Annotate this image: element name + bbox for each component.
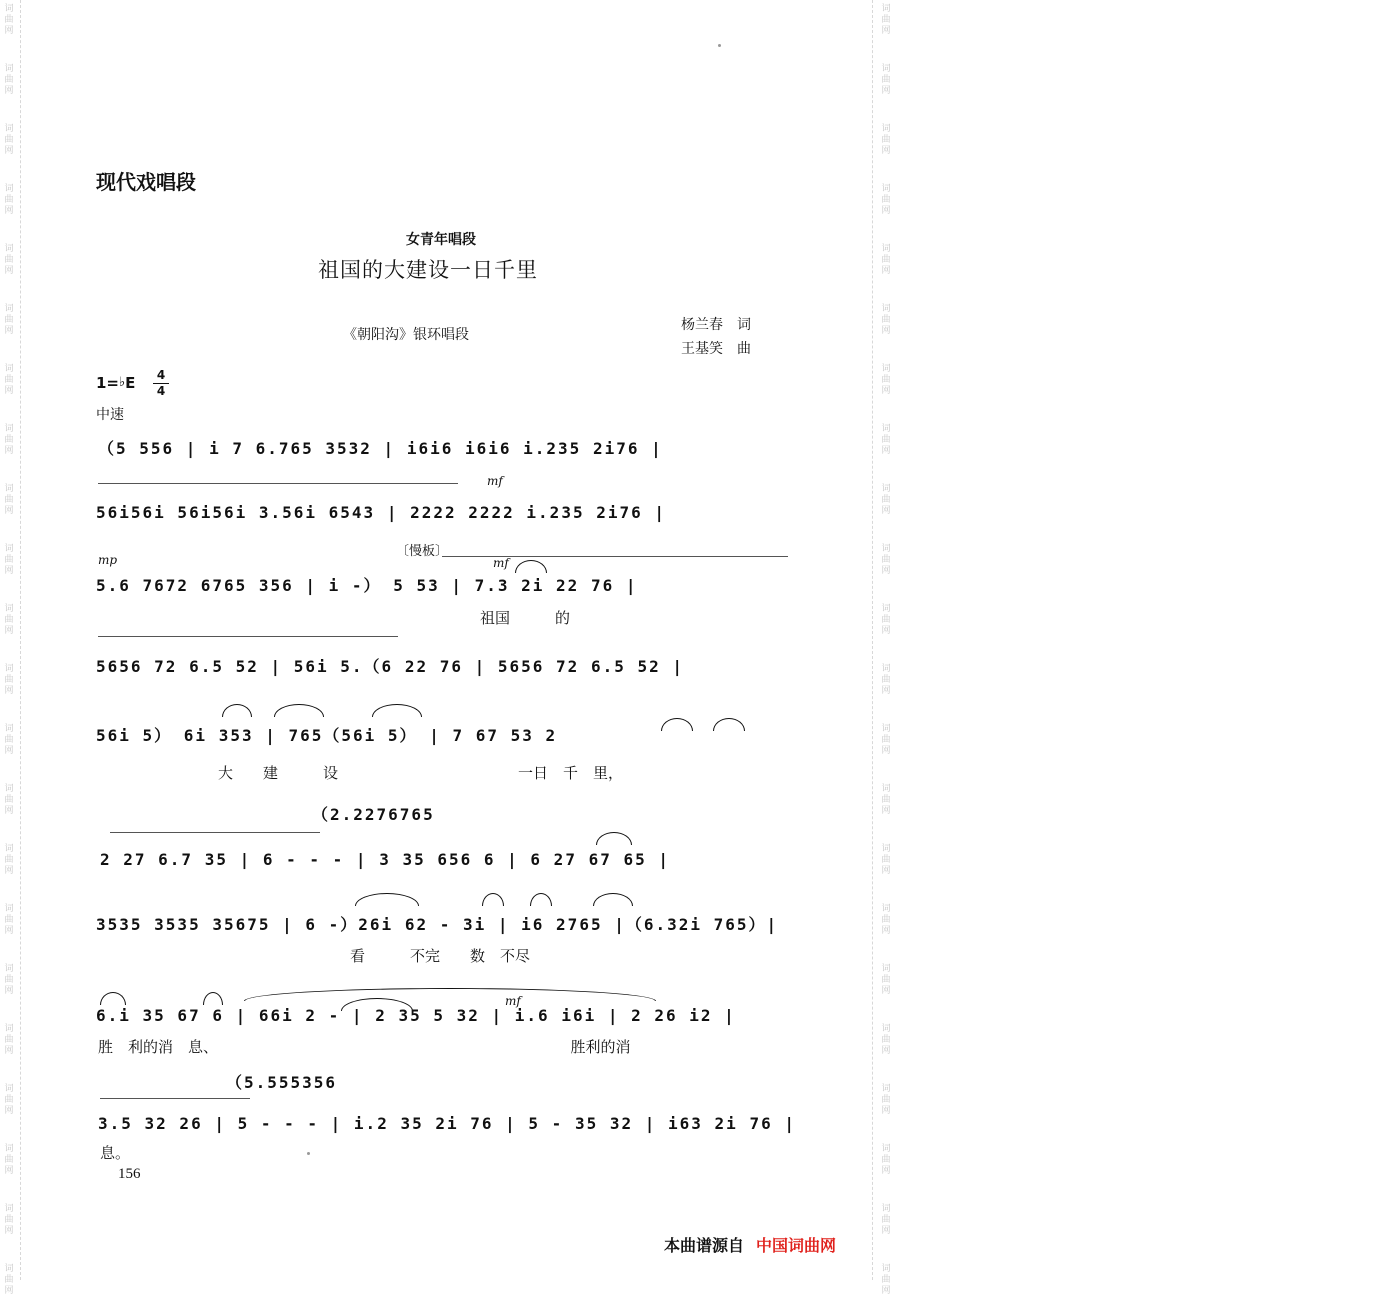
score-line-7: 3535 3535 35675 | 6 -）26i 62 - 3i | i6 2765 |（6.32i 765）|	[96, 915, 779, 934]
slur	[530, 893, 552, 906]
watermark-text: 词曲网	[881, 544, 891, 576]
watermark-text: 词曲网	[881, 184, 891, 216]
watermark-text: 词曲网	[4, 604, 14, 636]
score-line-8: 6.i 35 67 6 | 66i 2 - | 2 35 5 32 | i.6 i6i | 2 26 i2 |	[96, 1006, 736, 1025]
lyric-line-8: 胜 利的消 息、 胜利的消	[98, 1038, 631, 1056]
watermark-text: 词曲网	[881, 424, 891, 456]
watermark-text: 词曲网	[4, 484, 14, 516]
slur	[515, 560, 547, 573]
slur	[593, 893, 633, 906]
phrase-line	[110, 832, 320, 833]
key-note: E	[125, 374, 136, 392]
slur	[596, 832, 632, 845]
watermark-text: 词曲网	[881, 1204, 891, 1236]
source-note: 《朝阳沟》银环唱段	[343, 327, 469, 343]
slur	[355, 893, 419, 906]
watermark-text: 词曲网	[4, 244, 14, 276]
watermark-text: 词曲网	[4, 364, 14, 396]
score-line-6: 2 27 6.7 35 | 6 - - - | 3 35 656 6 | 6 27 67 65 |	[100, 850, 671, 869]
footer-site-link[interactable]: 中国词曲网	[756, 1236, 837, 1255]
watermark-text: 词曲网	[4, 124, 14, 156]
lyric-line-7: 看 不完 数 不尽	[350, 947, 531, 965]
watermark-text: 词曲网	[881, 1024, 891, 1056]
score-line-3: 5.6 7672 6765 356 | i -） 5 53 | 7.3 2i 22 76 |	[96, 576, 638, 595]
watermark-text: 词曲网	[4, 64, 14, 96]
watermark-text: 词曲网	[4, 904, 14, 936]
watermark-text: 词曲网	[4, 844, 14, 876]
slur	[100, 992, 126, 1005]
watermark-text: 词曲网	[881, 844, 891, 876]
lyric-line-5: 大 建 设 一日 千 里，	[218, 764, 624, 782]
watermark-text: 词曲网	[881, 304, 891, 336]
phrase-line	[442, 556, 788, 557]
watermark-text: 词曲网	[881, 1264, 891, 1296]
score-line-4: 5656 72 6.5 52 | 56i 5.（6 22 76 | 5656 72 6.5 52 |	[96, 657, 685, 676]
score-line-9-above: （5.555356	[226, 1073, 338, 1092]
watermark-text: 词曲网	[4, 544, 14, 576]
slur	[222, 704, 252, 717]
score-line-5: 56i 5） 6i 353 | 765（56i 5） | 7 67 53 2	[96, 726, 558, 745]
watermark-text: 词曲网	[4, 1144, 14, 1176]
hairpin	[98, 483, 458, 484]
key-prefix: 1=	[96, 374, 120, 392]
watermark-text: 词曲网	[881, 4, 891, 36]
page-number: 156	[118, 1166, 141, 1182]
dynamic-mf: mf	[493, 556, 509, 570]
slur	[372, 704, 422, 717]
footer-text: 本曲谱源自	[664, 1236, 745, 1255]
watermark-text: 词曲网	[4, 304, 14, 336]
score-line-9: 3.5 32 26 | 5 - - - | i.2 35 2i 76 | 5 - 35 32 | i63 2i 76 |	[98, 1114, 796, 1133]
watermark-text: 词曲网	[881, 904, 891, 936]
watermark-text: 词曲网	[4, 664, 14, 696]
watermark-text: 词曲网	[881, 364, 891, 396]
lyric-line-3: 祖国 的	[480, 609, 571, 627]
score-line-1: （5 556 | i 7 6.765 3532 | i6i6 i6i6 i.235 2i76 |	[98, 439, 663, 458]
watermark-text: 词曲网	[4, 1024, 14, 1056]
tempo-marking: 中速	[96, 407, 124, 423]
lyricist-credit: 杨兰春 词	[681, 317, 751, 333]
watermark-text: 词曲网	[881, 1144, 891, 1176]
slur	[274, 704, 324, 717]
watermark-text: 词曲网	[4, 424, 14, 456]
speck	[307, 1152, 310, 1155]
watermark-text: 词曲网	[881, 124, 891, 156]
tempo-change: 〔慢板〕	[396, 544, 449, 559]
watermark-text: 词曲网	[4, 724, 14, 756]
meter-top: 4	[153, 368, 169, 384]
flat-sign: ♭	[119, 375, 126, 390]
watermark-text: 词曲网	[881, 244, 891, 276]
watermark-text: 词曲网	[4, 184, 14, 216]
watermark-text: 词曲网	[881, 1084, 891, 1116]
section-heading: 现代戏唱段	[96, 170, 196, 194]
watermark-text: 词曲网	[881, 724, 891, 756]
subtitle: 女青年唱段	[406, 232, 476, 248]
dynamic-mp: mp	[98, 553, 118, 567]
watermark-text: 词曲网	[4, 1084, 14, 1116]
watermark-text: 词曲网	[881, 604, 891, 636]
dynamic-mf: mf	[505, 994, 521, 1008]
slur	[244, 988, 656, 1001]
watermark-text: 词曲网	[4, 1264, 14, 1296]
watermark-text: 词曲网	[4, 1204, 14, 1236]
phrase-line	[98, 636, 398, 637]
score-line-2: 56i56i 56i56i 3.56i 6543 | 2222 2222 i.235 2i76 |	[96, 503, 667, 522]
speck	[718, 44, 721, 47]
song-title: 祖国的大建设一日千里	[318, 258, 538, 282]
lyric-line-9: 息。	[100, 1144, 131, 1162]
watermark-text: 词曲网	[881, 784, 891, 816]
watermark-text: 词曲网	[881, 64, 891, 96]
slur	[203, 992, 223, 1005]
meter-bottom: 4	[156, 384, 166, 398]
watermark-text: 词曲网	[4, 4, 14, 36]
phrase-line	[100, 1098, 250, 1099]
dynamic-mf: mf	[487, 474, 503, 488]
key-signature	[96, 374, 135, 392]
watermark-text: 词曲网	[881, 484, 891, 516]
watermark-text: 词曲网	[4, 784, 14, 816]
footer	[664, 1233, 836, 1256]
score-line-6-above: （2.2276765	[312, 805, 435, 824]
slur	[482, 893, 504, 906]
watermark-text: 词曲网	[881, 964, 891, 996]
watermark-text: 词曲网	[881, 664, 891, 696]
time-signature	[153, 368, 169, 399]
watermark-text: 词曲网	[4, 964, 14, 996]
composer-credit: 王基笑 曲	[681, 341, 751, 357]
